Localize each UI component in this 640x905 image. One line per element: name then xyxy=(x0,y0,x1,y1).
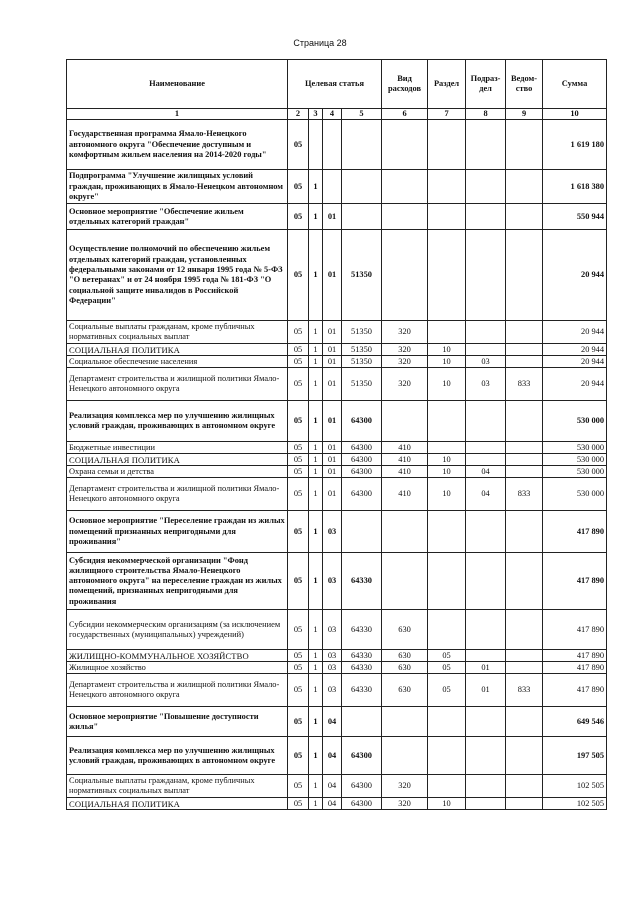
target-direction-code: 64330 xyxy=(342,553,382,610)
department-code xyxy=(506,454,543,466)
row-name: Основное мероприятие "Обеспечение жильем отдельных категорий граждан" xyxy=(67,204,288,230)
section-code xyxy=(428,321,466,344)
department-code xyxy=(506,662,543,674)
section-code xyxy=(428,511,466,553)
expense-type-code: 320 xyxy=(382,775,428,798)
target-event-code: 01 xyxy=(323,344,342,356)
subsection-code xyxy=(466,610,506,650)
department-code xyxy=(506,170,543,204)
section-code: 10 xyxy=(428,368,466,401)
row-name: Подпрограмма "Улучшение жилищных условий граждан, проживающих в Ямало-Ненецком автономном округе" xyxy=(67,170,288,204)
row-sum: 20 944 xyxy=(543,344,607,356)
target-subprogram-code: 1 xyxy=(309,321,323,344)
target-program-code: 05 xyxy=(288,737,309,775)
target-program-code: 05 xyxy=(288,356,309,368)
expense-type-code: 320 xyxy=(382,798,428,810)
target-program-code: 05 xyxy=(288,368,309,401)
expense-type-code: 630 xyxy=(382,610,428,650)
column-number: 9 xyxy=(506,109,543,120)
row-name: Осуществление полномочий по обеспечению жильем отдельных категорий граждан, установленных федеральными законами от 12 января 1995 года № 5-ФЗ "О ветеранах" и от 24 ноября 1995 года № 181-ФЗ "О социальной защите инвалидов в Российской Федерации" xyxy=(67,230,288,321)
table-row xyxy=(67,466,607,478)
table-row xyxy=(67,442,607,454)
page-number: Страница 28 xyxy=(293,38,347,48)
target-event-code: 01 xyxy=(323,356,342,368)
target-direction-code: 64300 xyxy=(342,466,382,478)
target-event-code xyxy=(323,120,342,170)
row-name: Социальное обеспечение населения xyxy=(67,356,288,368)
subsection-code xyxy=(466,321,506,344)
target-event-code: 03 xyxy=(323,511,342,553)
target-subprogram-code: 1 xyxy=(309,610,323,650)
row-sum: 530 000 xyxy=(543,454,607,466)
table-row xyxy=(67,650,607,662)
section-code xyxy=(428,204,466,230)
target-event-code: 01 xyxy=(323,466,342,478)
column-number: 5 xyxy=(342,109,382,120)
target-program-code: 05 xyxy=(288,120,309,170)
subsection-code xyxy=(466,798,506,810)
row-sum: 1 619 180 xyxy=(543,120,607,170)
subsection-code xyxy=(466,775,506,798)
subsection-code xyxy=(466,230,506,321)
row-name: Государственная программа Ямало-Ненецкого автономного округа "Обеспечение доступным и комфортным жильем населения на 2014-2020 годы" xyxy=(67,120,288,170)
subsection-code xyxy=(466,442,506,454)
header-section: Раздел xyxy=(428,60,466,109)
target-subprogram-code: 1 xyxy=(309,553,323,610)
section-code: 05 xyxy=(428,662,466,674)
target-direction-code: 64330 xyxy=(342,610,382,650)
column-number: 10 xyxy=(543,109,607,120)
target-subprogram-code: 1 xyxy=(309,478,323,511)
column-number: 4 xyxy=(323,109,342,120)
expense-type-code: 410 xyxy=(382,454,428,466)
target-direction-code: 64300 xyxy=(342,442,382,454)
row-name: СОЦИАЛЬНАЯ ПОЛИТИКА xyxy=(67,798,288,810)
row-sum: 530 000 xyxy=(543,478,607,511)
target-direction-code xyxy=(342,511,382,553)
section-code: 05 xyxy=(428,650,466,662)
table-row xyxy=(67,368,607,401)
section-code xyxy=(428,120,466,170)
target-program-code: 05 xyxy=(288,230,309,321)
table-row xyxy=(67,511,607,553)
row-sum: 102 505 xyxy=(543,798,607,810)
target-event-code: 01 xyxy=(323,368,342,401)
target-event-code: 01 xyxy=(323,442,342,454)
target-program-code: 05 xyxy=(288,798,309,810)
table-row xyxy=(67,230,607,321)
row-sum: 102 505 xyxy=(543,775,607,798)
target-subprogram-code: 1 xyxy=(309,775,323,798)
department-code: 833 xyxy=(506,478,543,511)
target-subprogram-code: 1 xyxy=(309,466,323,478)
target-event-code: 04 xyxy=(323,707,342,737)
target-event-code: 04 xyxy=(323,775,342,798)
section-code: 10 xyxy=(428,478,466,511)
section-code xyxy=(428,553,466,610)
department-code xyxy=(506,230,543,321)
target-subprogram-code: 1 xyxy=(309,707,323,737)
expense-type-code: 320 xyxy=(382,344,428,356)
table-row xyxy=(67,478,607,511)
expense-type-code xyxy=(382,120,428,170)
expense-type-code xyxy=(382,511,428,553)
row-name: Бюджетные инвестиции xyxy=(67,442,288,454)
row-sum: 417 890 xyxy=(543,511,607,553)
table-row xyxy=(67,553,607,610)
target-event-code: 03 xyxy=(323,650,342,662)
subsection-code: 01 xyxy=(466,674,506,707)
target-event-code: 01 xyxy=(323,321,342,344)
department-code xyxy=(506,356,543,368)
target-event-code: 03 xyxy=(323,674,342,707)
expense-type-code xyxy=(382,737,428,775)
expense-type-code xyxy=(382,204,428,230)
target-direction-code: 51350 xyxy=(342,321,382,344)
target-direction-code: 64300 xyxy=(342,454,382,466)
target-subprogram-code: 1 xyxy=(309,798,323,810)
target-program-code: 05 xyxy=(288,321,309,344)
target-subprogram-code: 1 xyxy=(309,344,323,356)
header-subsection: Подраз- дел xyxy=(466,60,506,109)
subsection-code xyxy=(466,344,506,356)
expense-type-code: 320 xyxy=(382,321,428,344)
row-name: Охрана семьи и детства xyxy=(67,466,288,478)
table-row xyxy=(67,120,607,170)
subsection-code xyxy=(466,553,506,610)
column-number: 3 xyxy=(309,109,323,120)
target-direction-code xyxy=(342,120,382,170)
column-number: 2 xyxy=(288,109,309,120)
expense-type-code: 410 xyxy=(382,442,428,454)
row-sum: 417 890 xyxy=(543,610,607,650)
target-program-code: 05 xyxy=(288,650,309,662)
target-program-code: 05 xyxy=(288,454,309,466)
table-row xyxy=(67,321,607,344)
target-subprogram-code: 1 xyxy=(309,737,323,775)
target-program-code: 05 xyxy=(288,553,309,610)
target-direction-code: 64300 xyxy=(342,798,382,810)
target-subprogram-code xyxy=(309,120,323,170)
table-row xyxy=(67,344,607,356)
section-code xyxy=(428,170,466,204)
subsection-code xyxy=(466,454,506,466)
header-department: Ведом- ство xyxy=(506,60,543,109)
target-subprogram-code: 1 xyxy=(309,454,323,466)
table-row xyxy=(67,356,607,368)
section-code xyxy=(428,401,466,442)
department-code xyxy=(506,321,543,344)
target-program-code: 05 xyxy=(288,610,309,650)
target-subprogram-code: 1 xyxy=(309,356,323,368)
table-row xyxy=(67,707,607,737)
expense-type-code: 630 xyxy=(382,662,428,674)
target-event-code: 01 xyxy=(323,401,342,442)
department-code: 833 xyxy=(506,674,543,707)
expense-type-code xyxy=(382,401,428,442)
column-number: 8 xyxy=(466,109,506,120)
target-program-code: 05 xyxy=(288,344,309,356)
department-code xyxy=(506,442,543,454)
target-event-code: 01 xyxy=(323,454,342,466)
target-subprogram-code: 1 xyxy=(309,401,323,442)
target-direction-code: 64330 xyxy=(342,650,382,662)
table-row xyxy=(67,170,607,204)
expense-type-code xyxy=(382,230,428,321)
column-number: 1 xyxy=(67,109,288,120)
target-direction-code: 51350 xyxy=(342,230,382,321)
row-sum: 1 618 380 xyxy=(543,170,607,204)
target-event-code: 03 xyxy=(323,662,342,674)
subsection-code: 04 xyxy=(466,478,506,511)
subsection-code xyxy=(466,737,506,775)
header-expense-type: Вид расходов xyxy=(382,60,428,109)
target-event-code: 04 xyxy=(323,798,342,810)
table-row xyxy=(67,775,607,798)
target-program-code: 05 xyxy=(288,775,309,798)
target-event-code: 01 xyxy=(323,230,342,321)
target-program-code: 05 xyxy=(288,478,309,511)
target-event-code: 01 xyxy=(323,204,342,230)
row-sum: 20 944 xyxy=(543,368,607,401)
target-event-code: 03 xyxy=(323,553,342,610)
row-sum: 530 000 xyxy=(543,401,607,442)
table-row xyxy=(67,204,607,230)
target-direction-code: 64300 xyxy=(342,478,382,511)
row-sum: 197 505 xyxy=(543,737,607,775)
table-row xyxy=(67,401,607,442)
row-name: Реализация комплекса мер по улучшению жилищных условий граждан, проживающих в автономном округе xyxy=(67,737,288,775)
column-number: 6 xyxy=(382,109,428,120)
target-event-code: 04 xyxy=(323,737,342,775)
target-subprogram-code: 1 xyxy=(309,230,323,321)
section-code xyxy=(428,737,466,775)
target-program-code: 05 xyxy=(288,707,309,737)
target-direction-code: 64300 xyxy=(342,401,382,442)
section-code xyxy=(428,775,466,798)
target-program-code: 05 xyxy=(288,674,309,707)
department-code xyxy=(506,466,543,478)
section-code xyxy=(428,230,466,321)
subsection-code xyxy=(466,170,506,204)
row-name: Социальные выплаты гражданам, кроме публичных нормативных социальных выплат xyxy=(67,775,288,798)
target-program-code: 05 xyxy=(288,401,309,442)
subsection-code xyxy=(466,401,506,442)
row-sum: 20 944 xyxy=(543,356,607,368)
target-direction-code: 51350 xyxy=(342,368,382,401)
budget-table xyxy=(66,59,607,810)
subsection-code xyxy=(466,511,506,553)
department-code xyxy=(506,650,543,662)
column-number-row xyxy=(67,109,607,120)
department-code xyxy=(506,204,543,230)
target-direction-code: 64300 xyxy=(342,775,382,798)
row-sum: 550 944 xyxy=(543,204,607,230)
department-code xyxy=(506,553,543,610)
target-subprogram-code: 1 xyxy=(309,674,323,707)
target-event-code: 01 xyxy=(323,478,342,511)
row-name: Субсидии некоммерческим организациям (за исключением государственных (муниципальных) учреждений) xyxy=(67,610,288,650)
row-sum: 530 000 xyxy=(543,466,607,478)
row-name: Департамент строительства и жилищной политики Ямало-Ненецкого автономного округа xyxy=(67,368,288,401)
target-subprogram-code: 1 xyxy=(309,511,323,553)
row-sum: 417 890 xyxy=(543,553,607,610)
department-code xyxy=(506,737,543,775)
expense-type-code: 320 xyxy=(382,356,428,368)
table-row xyxy=(67,454,607,466)
section-code: 10 xyxy=(428,344,466,356)
target-program-code: 05 xyxy=(288,511,309,553)
target-direction-code: 64330 xyxy=(342,674,382,707)
target-program-code: 05 xyxy=(288,170,309,204)
row-name: Жилищное хозяйство xyxy=(67,662,288,674)
target-subprogram-code: 1 xyxy=(309,662,323,674)
department-code xyxy=(506,401,543,442)
table-row xyxy=(67,798,607,810)
row-name: ЖИЛИЩНО-КОММУНАЛЬНОЕ ХОЗЯЙСТВО xyxy=(67,650,288,662)
header-name: Наименование xyxy=(67,60,288,109)
row-sum: 417 890 xyxy=(543,650,607,662)
row-name: СОЦИАЛЬНАЯ ПОЛИТИКА xyxy=(67,344,288,356)
section-code xyxy=(428,707,466,737)
row-name: Основное мероприятие "Повышение доступности жилья" xyxy=(67,707,288,737)
row-name: Реализация комплекса мер по улучшению жилищных условий граждан, проживающих в автономном округе xyxy=(67,401,288,442)
target-subprogram-code: 1 xyxy=(309,442,323,454)
department-code xyxy=(506,344,543,356)
subsection-code: 01 xyxy=(466,662,506,674)
target-direction-code xyxy=(342,170,382,204)
table-header-row xyxy=(67,60,607,109)
subsection-code: 04 xyxy=(466,466,506,478)
expense-type-code: 630 xyxy=(382,674,428,707)
department-code xyxy=(506,610,543,650)
target-direction-code: 51350 xyxy=(342,356,382,368)
row-name: Основное мероприятие "Переселение граждан из жилых помещений признанных непригодными для проживания" xyxy=(67,511,288,553)
section-code: 10 xyxy=(428,356,466,368)
table-row xyxy=(67,662,607,674)
expense-type-code xyxy=(382,553,428,610)
target-subprogram-code: 1 xyxy=(309,368,323,401)
section-code xyxy=(428,610,466,650)
row-name: Департамент строительства и жилищной политики Ямало-Ненецкого автономного округа xyxy=(67,478,288,511)
target-direction-code: 64330 xyxy=(342,662,382,674)
subsection-code xyxy=(466,204,506,230)
row-sum: 530 000 xyxy=(543,442,607,454)
row-name: СОЦИАЛЬНАЯ ПОЛИТИКА xyxy=(67,454,288,466)
section-code: 10 xyxy=(428,466,466,478)
target-program-code: 05 xyxy=(288,204,309,230)
section-code: 05 xyxy=(428,674,466,707)
section-code xyxy=(428,442,466,454)
target-subprogram-code: 1 xyxy=(309,650,323,662)
target-direction-code: 64300 xyxy=(342,737,382,775)
target-subprogram-code: 1 xyxy=(309,170,323,204)
column-number: 7 xyxy=(428,109,466,120)
subsection-code xyxy=(466,120,506,170)
table-row xyxy=(67,610,607,650)
row-sum: 417 890 xyxy=(543,662,607,674)
row-sum: 417 890 xyxy=(543,674,607,707)
header-target-article: Целевая статья xyxy=(288,60,382,109)
department-code xyxy=(506,707,543,737)
row-name: Субсидия некоммерческой организации "Фонд жилищного строительства Ямало-Ненецкого автономного округа" на переселение граждан из жилых помещений, признанных непригодными для проживания xyxy=(67,553,288,610)
expense-type-code: 320 xyxy=(382,368,428,401)
subsection-code xyxy=(466,707,506,737)
row-name: Департамент строительства и жилищной политики Ямало-Ненецкого автономного округа xyxy=(67,674,288,707)
target-program-code: 05 xyxy=(288,466,309,478)
target-subprogram-code: 1 xyxy=(309,204,323,230)
department-code: 833 xyxy=(506,368,543,401)
table-row xyxy=(67,737,607,775)
row-sum: 649 546 xyxy=(543,707,607,737)
subsection-code xyxy=(466,650,506,662)
department-code xyxy=(506,511,543,553)
target-program-code: 05 xyxy=(288,662,309,674)
section-code: 10 xyxy=(428,798,466,810)
target-direction-code xyxy=(342,707,382,737)
target-event-code xyxy=(323,170,342,204)
target-direction-code xyxy=(342,204,382,230)
target-direction-code: 51350 xyxy=(342,344,382,356)
subsection-code: 03 xyxy=(466,368,506,401)
row-sum: 20 944 xyxy=(543,230,607,321)
expense-type-code: 410 xyxy=(382,466,428,478)
expense-type-code: 630 xyxy=(382,650,428,662)
expense-type-code xyxy=(382,170,428,204)
header-sum: Сумма xyxy=(543,60,607,109)
expense-type-code: 410 xyxy=(382,478,428,511)
expense-type-code xyxy=(382,707,428,737)
row-sum: 20 944 xyxy=(543,321,607,344)
subsection-code: 03 xyxy=(466,356,506,368)
department-code xyxy=(506,798,543,810)
row-name: Социальные выплаты гражданам, кроме публичных нормативных социальных выплат xyxy=(67,321,288,344)
table-row xyxy=(67,674,607,707)
section-code: 10 xyxy=(428,454,466,466)
target-event-code: 03 xyxy=(323,610,342,650)
target-program-code: 05 xyxy=(288,442,309,454)
department-code xyxy=(506,775,543,798)
department-code xyxy=(506,120,543,170)
